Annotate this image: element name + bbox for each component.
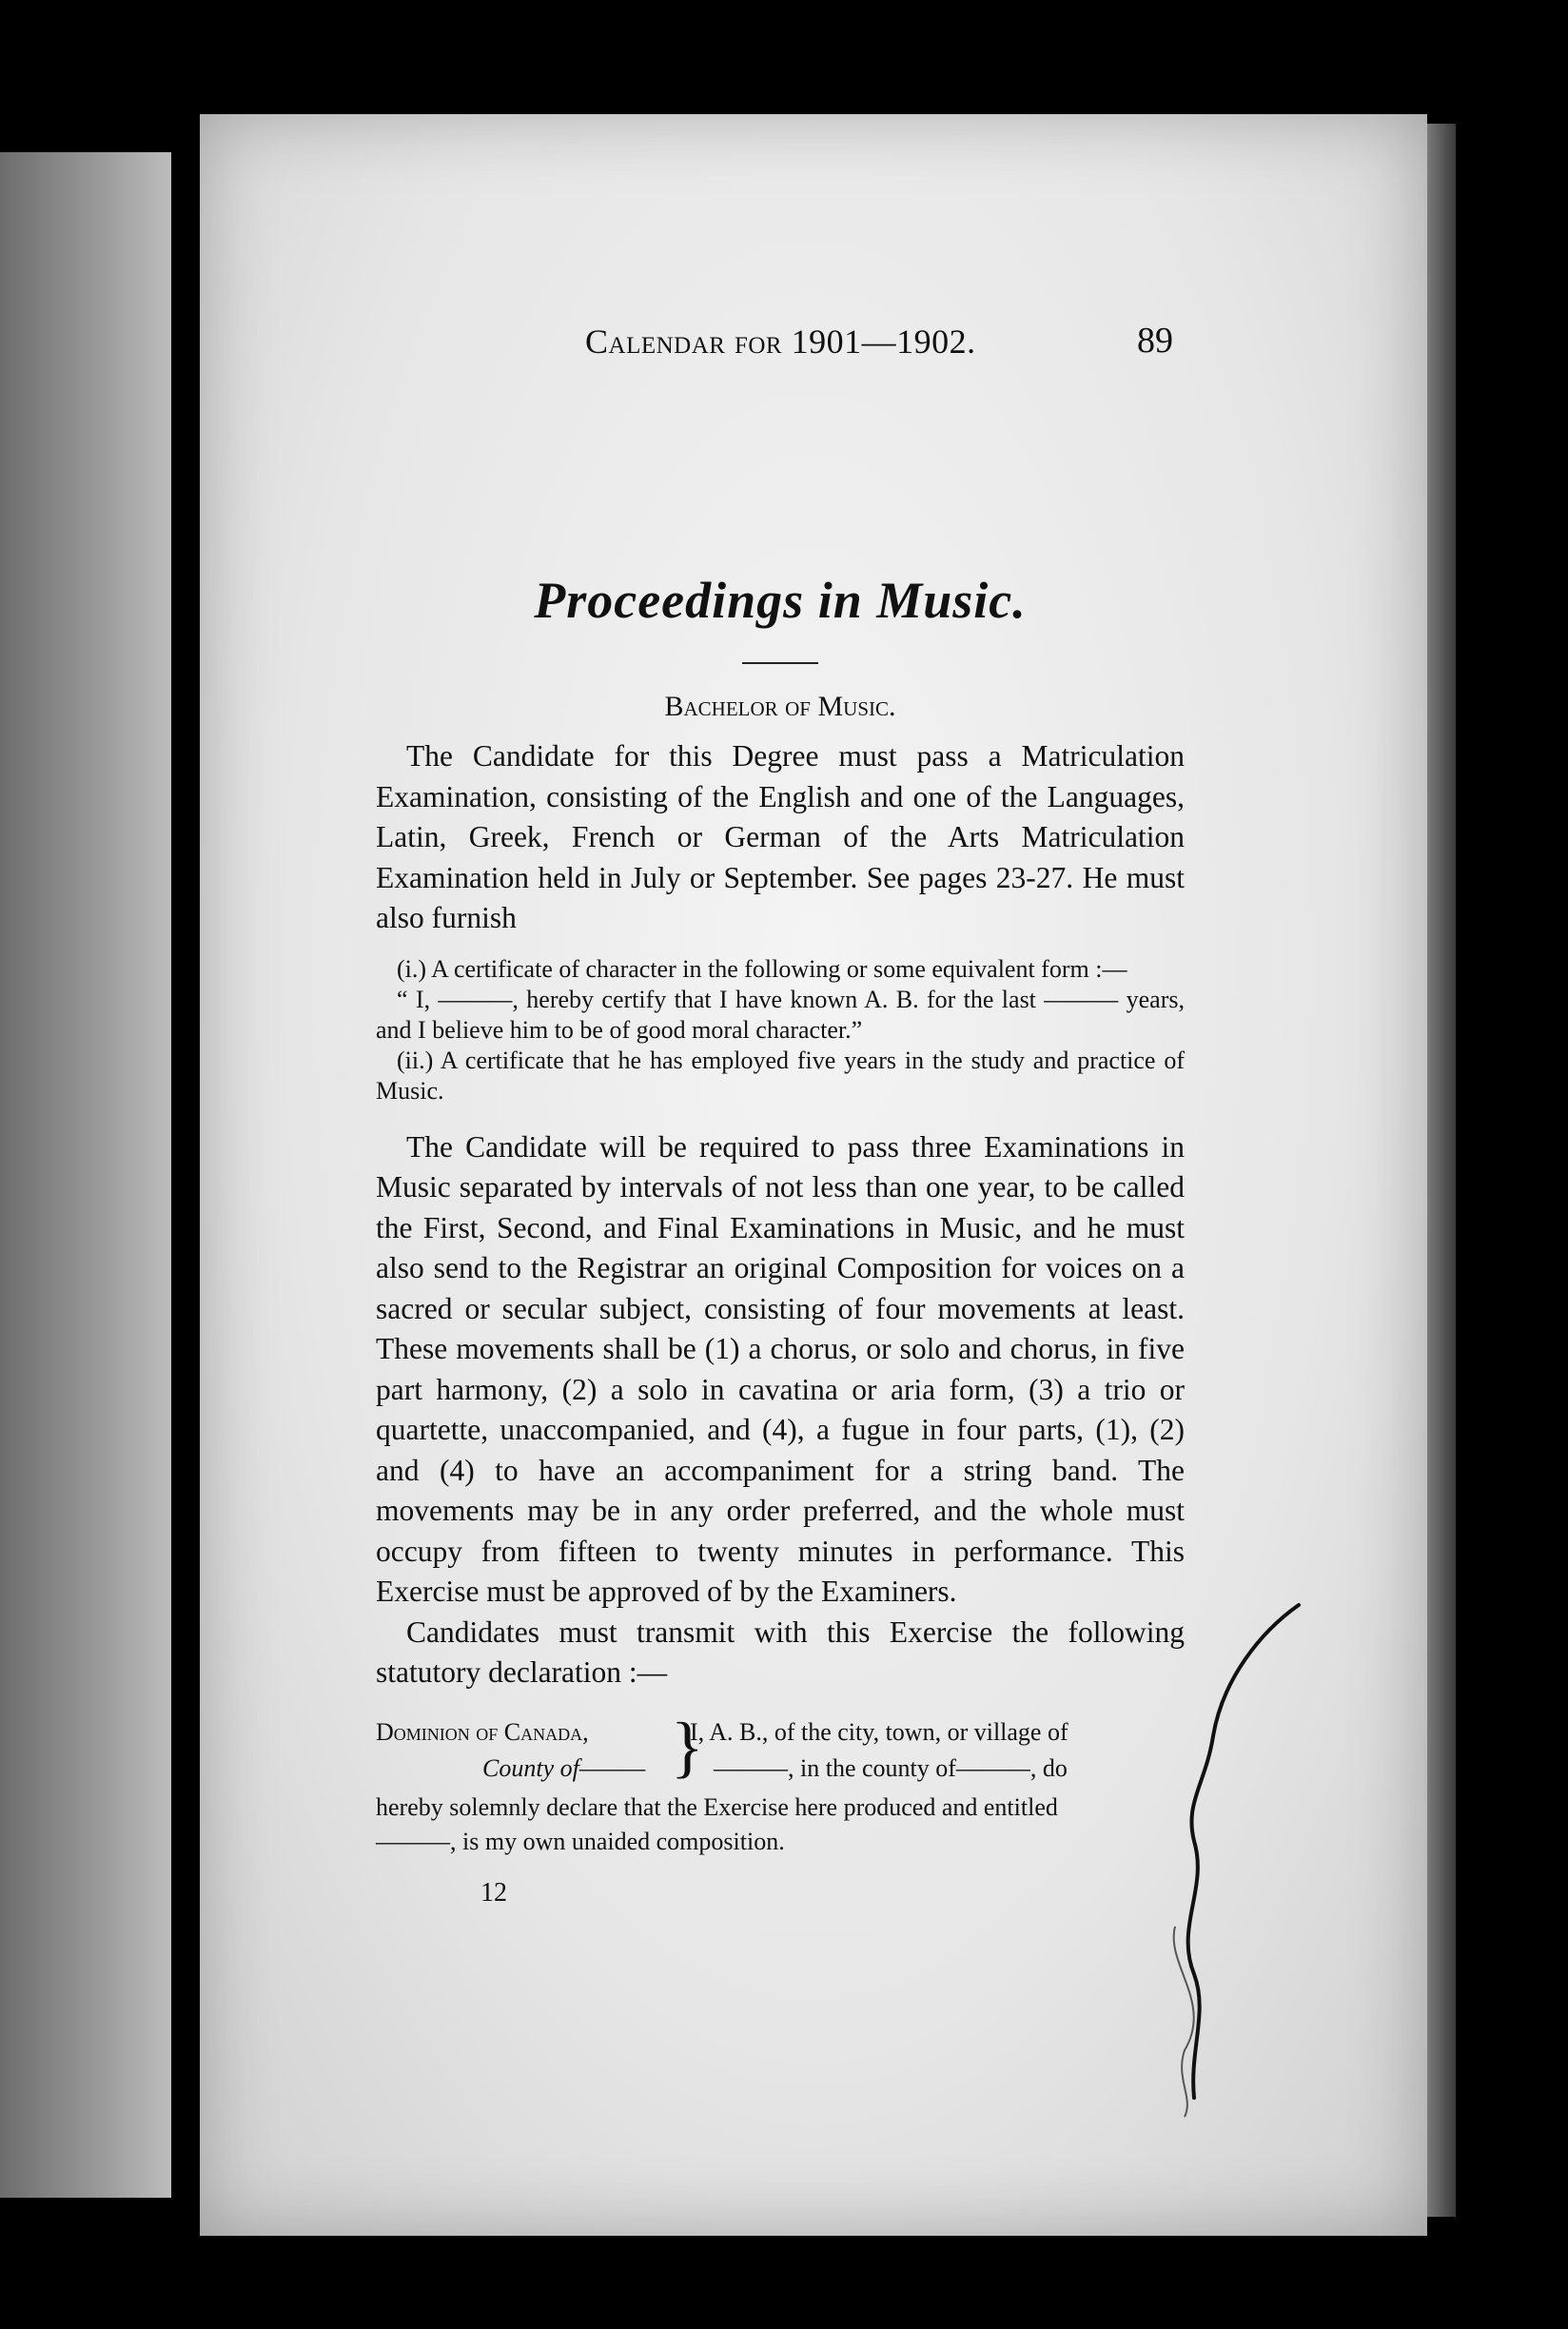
requirement-ii: (ii.) A certificate that he has employed five years in the study and practice of Music.: [376, 1046, 1185, 1105]
declaration-line-2: ———, in the county of———, do: [714, 1753, 1068, 1782]
declaration-header: [376, 1708, 1185, 1791]
transmit-paragraph: Candidates must transmit with this Exercise the following statutory declaration :—: [376, 1615, 1185, 1689]
exams-paragraph: The Candidate will be required to pass three Examinations in Music separated by intervals of not less than one year, to be called the First, Second, and Final Examinations in Music, and he must also send to the Registrar an original Composition for voices on a sacred or secular subject, consisting of four movements at least. These movements shall be (1) a chorus, or solo and chorus, in five part harmony, (2) a solo in cavatina or aria form, (3) a trio or quartette, unaccompanied, and (4), a fugue in four parts, (1), (2) and (4) to have an accompaniment for a string band. The movements may be in any order preferred, and the whole must occupy from fifteen to twenty minutes in performance. This Exercise must be approved of by the Examiners.: [376, 1129, 1185, 1608]
declaration-dominion: Dominion of Canada,: [376, 1717, 589, 1746]
signature-mark: 12: [480, 1877, 507, 1908]
intro-paragraph: The Candidate for this Degree must pass a Matriculation Examination, consisting of the English and one of the Languages, Latin, Greek, French or German of the Arts Matriculation Examination held in July or September. See pages 23-27. He must also furnish: [376, 739, 1185, 934]
running-head-title: Calendar for 1901—1902.: [585, 323, 976, 361]
page-binding-edge: [1427, 124, 1456, 2217]
brace-mark: }: [671, 1708, 704, 1785]
adjacent-page-edge: [0, 152, 171, 2198]
running-head: [376, 314, 1185, 371]
declaration-line-1: I, A. B., of the city, town, or village of: [690, 1717, 1068, 1746]
title-rule: [742, 662, 818, 664]
page-text: [376, 314, 1185, 1908]
declaration-line-3: hereby solemnly declare that the Exercise here produced and entitled: [376, 1792, 1058, 1821]
certificate-quote: “ I, ———, hereby certify that I have known A. B. for the last ——— years, and I believe him to be of good moral character.”: [376, 985, 1185, 1044]
requirement-i: (i.) A certificate of character in the following or some equivalent form :—: [397, 954, 1127, 983]
section-title: Proceedings in Music.: [534, 572, 1027, 629]
declaration-county: County of———: [482, 1753, 646, 1782]
pencil-annotation-mark: [1156, 1603, 1327, 2136]
declaration-line-4: ———, is my own unaided composition.: [376, 1827, 785, 1855]
page-number: 89: [1137, 321, 1173, 361]
subheading: Bachelor of Music.: [664, 691, 896, 722]
